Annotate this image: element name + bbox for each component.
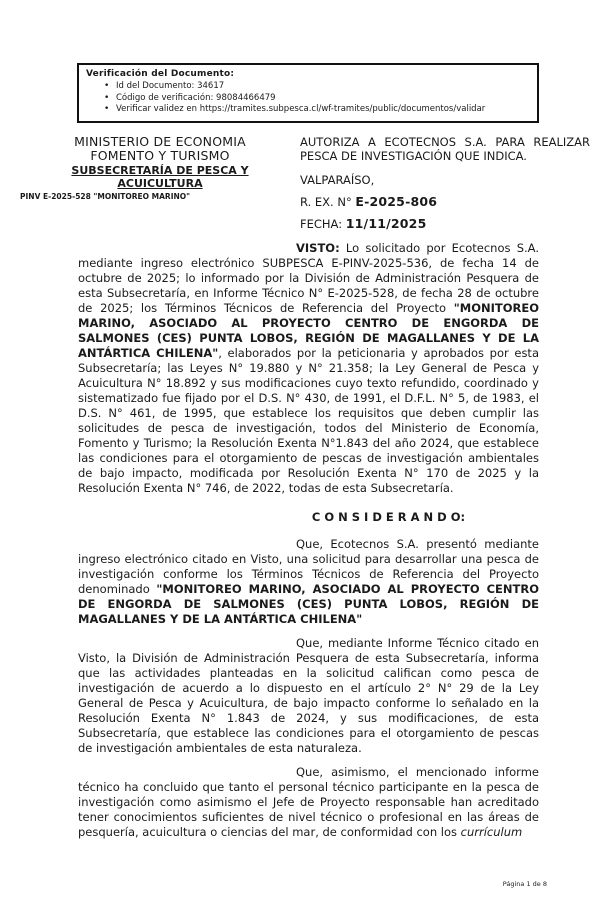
- date-value: 11/11/2025: [345, 215, 427, 231]
- resolution-number-label: R. EX. N°: [300, 194, 352, 209]
- ministry-name-line1: MINISTERIO DE ECONOMIA: [74, 133, 246, 149]
- date-line: [300, 216, 590, 231]
- considerando-paragraph-3: [78, 765, 539, 840]
- verification-box: [77, 63, 539, 123]
- subsecretaria-line1: SUBSECRETARÍA DE PESCA Y: [71, 163, 249, 177]
- considerando-3-text: Que, asimismo, el mencionado informe técnico ha concluido que tanto el personal técnico participante en la pesca de investigación como asimismo el Jefe de Proyecto responsable han acreditado tener conocimientos suficientes de nivel técnico o profesional en las áreas de pesquería, acuicultura o ciencias del mar, de conformidad con los: [78, 764, 539, 839]
- considerando-1-project-name: "MONITOREO MARINO, ASOCIADO AL PROYECTO CENTRO DE ENGORDA DE SALMONES (CES) PUNTA LOBOS, REGIÓN DE MAGALLANES Y DE LA ANTÁRTICA CHILENA": [78, 581, 539, 626]
- project-reference: PINV E-2025-528 "MONITOREO MARINO": [20, 191, 191, 201]
- ministry-name-line2: FOMENTO Y TURISMO: [90, 148, 230, 163]
- considerando-paragraph-1: [78, 537, 539, 627]
- verification-item-url: • Verificar validez en https://tramites.subpesca.cl/wf-tramites/public/documentos/validar: [116, 104, 531, 116]
- subsecretaria-line2: ACUICULTURA: [117, 177, 203, 190]
- letterhead: [0, 135, 300, 231]
- visto-text-1: Lo solicitado por Ecotecnos S.A. mediante ingreso electrónico SUBPESCA E-PINV-2025-536, de fecha 14 de octubre de 2025; lo informado por la División de Administración Pesquera de esta Subsecretaría, en Informe Técnico N° E-2025-528, de fecha 28 de octubre de 2025; los Términos Técnicos de Referencia del Proyecto: [78, 240, 539, 315]
- visto-project-name: "MONITOREO MARINO, ASOCIADO AL PROYECTO CENTRO DE ENGORDA DE SALMONES (CES) PUNTA LOBOS, REGIÓN DE MAGALLANES Y DE LA ANTÁRTICA CHILENA": [78, 300, 539, 360]
- visto-paragraph: [78, 241, 539, 496]
- verification-list: [86, 81, 531, 116]
- considerando-heading: C O N S I D E R A N D O:: [311, 509, 466, 524]
- visto-text-2: , elaborados por la peticionaria y aprobados por esta Subsecretaría; las Leyes N° 19.880 y N° 21.358; la Ley General de Pesca y Acuicultura N° 18.892 y sus modificaciones cuyo texto refundido, coordinado y sistematizado fue fijado por el D.S. N° 430, de 1991, el D.F.L. N° 5, de 1983, el D.S. N° 461, de 1995, que establece los requisitos que deben cumplir las solicitudes de pesca de investigación, todos del Ministerio de Economía, Fomento y Turismo; la Resolución Exenta N°1.843 del año 2024, que establece las condiciones para el otorgamiento de pescas de investigación ambientales de bajo impacto, modificada por Resolución Exenta N° 170 de 2025 y la Resolución Exenta N° 746, de 2022, todas de esta Subsecretaría.: [78, 345, 539, 495]
- verification-box-title: Verificación del Documento:: [86, 69, 235, 79]
- verification-item-document-id: • Id del Documento: 34617: [116, 81, 531, 93]
- city-line: VALPARAÍSO,: [300, 172, 375, 187]
- resolution-number-line: [300, 194, 590, 209]
- visto-label: VISTO:: [296, 240, 340, 255]
- date-label: FECHA:: [300, 216, 343, 231]
- page-indicator: Página 1 de 8: [502, 880, 547, 888]
- considerando-3-italic: currículum: [460, 824, 523, 839]
- resolution-header: [300, 135, 590, 231]
- considerando-paragraph-2: Que, mediante Informe Técnico citado en Visto, la División de Administración Pesquera de esta Subsecretaría, informa que las actividades planteadas en la solicitud califican como pesca de investigación de acuerdo a lo dispuesto en el artículo 2° N° 29 de la Ley General de Pesca y Acuicultura, de bajo impacto conforme lo señalado en la Resolución Exenta N° 1.843 de 2024, y sus modificaciones, de esta Subsecretaría, que establece las condiciones para el otorgamiento de pescas de investigación ambientales de esta naturaleza.: [78, 635, 539, 755]
- resolution-subject: AUTORIZA A ECOTECNOS S.A. PARA REALIZAR PESCA DE INVESTIGACIÓN QUE INDICA.: [300, 134, 590, 163]
- document-body: [0, 241, 600, 840]
- considerando-1-text: Que, Ecotecnos S.A. presentó mediante ingreso electrónico citado en Visto, una solicitud para desarrollar una pesca de investigación conforme los Términos Técnicos de Referencia del Proyecto denominado: [78, 536, 539, 596]
- verification-item-code: • Código de verificación: 98084466479: [116, 93, 531, 105]
- resolution-number-value: E-2025-806: [355, 193, 438, 209]
- document-header: [0, 135, 600, 231]
